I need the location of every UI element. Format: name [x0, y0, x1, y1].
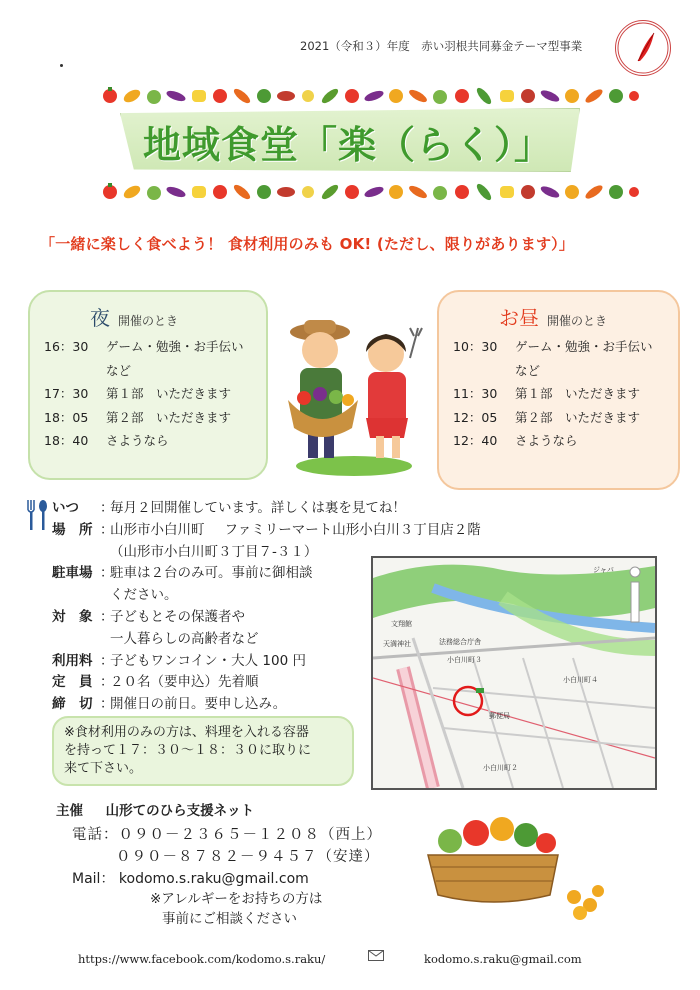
place-text: 山形市小白川町	[110, 521, 205, 538]
label-deadline: 締 切	[52, 696, 93, 713]
parking-text-2: ください。	[110, 587, 178, 604]
day-subheading: 開催のとき	[547, 314, 608, 328]
schedule-item: 12：40 さようなら	[453, 433, 578, 448]
label-when: いつ	[52, 500, 79, 516]
slogan: 「一緒に楽しく食べよう！ 食材利用のみも OK! (ただし、限りがあります）」	[40, 235, 575, 253]
schedule-item: 10：30 ゲーム・勉強・お手伝い	[453, 339, 653, 354]
phone-numbers	[72, 824, 382, 868]
label-parking: 駐車場	[52, 565, 93, 582]
svg-text:小白川町３: 小白川町３	[447, 656, 482, 664]
schedule-item: など	[515, 362, 541, 378]
when-text: 毎月２回開催しています。詳しくは裏を見てね！	[110, 500, 406, 516]
address: （山形市小白川町３丁目７-３１）	[110, 543, 318, 560]
night-heading: 夜	[90, 306, 110, 330]
schedule-item: 11：30 第１部 いただきます	[453, 386, 641, 401]
svg-text:法務総合庁舎: 法務総合庁舎	[439, 638, 481, 646]
map-graphic	[373, 558, 655, 788]
page-title: 地域食堂「楽（らく）」	[142, 123, 553, 167]
svg-text:小白川町４: 小白川町４	[563, 676, 598, 684]
svg-text:小白川町２: 小白川町２	[483, 764, 518, 772]
schedule-item: 17：30 第１部 いただきます	[44, 386, 232, 401]
phone-1: ０９０－２３６５－１２０８（西上）	[118, 827, 382, 843]
night-subheading: 開催のとき	[118, 314, 179, 328]
label-target: 対 象	[52, 608, 93, 625]
red-feather-seal-icon	[615, 20, 671, 76]
mail-label: Mail：	[72, 871, 115, 887]
stray-dot	[60, 64, 63, 67]
organizer-name: 山形てのひら支援ネット	[105, 803, 255, 819]
svg-text:天満神社: 天満神社	[383, 640, 411, 648]
facebook-link[interactable]: https://www.facebook.com/kodomo.s.raku/	[78, 952, 326, 966]
schedule-item: 18：40 さようなら	[44, 433, 169, 448]
envelope-icon	[368, 950, 384, 961]
schedule-item: 12：05 第２部 いただきます	[453, 409, 641, 425]
phone-2: ０９０－８７８２－９４５７（安達）	[116, 849, 380, 865]
vegetable-border-top	[100, 82, 640, 110]
vegetable-border-bottom	[100, 178, 640, 206]
parking-text: 駐車は２台のみ可。事前に御相談	[110, 565, 313, 582]
organizer	[56, 800, 254, 822]
label-fee: 利用料	[52, 652, 93, 669]
target-text: 子どもとその保護者や	[110, 608, 245, 625]
fork-spoon-icon	[22, 498, 52, 532]
footer-mail-link[interactable]: kodomo.s.raku@gmail.com	[424, 952, 582, 966]
target-text-2: 一人暮らしの高齢者など	[110, 630, 259, 647]
capacity-text: ２０名（要申込）先着順	[110, 674, 259, 691]
deadline-text: 開催日の前日。要申し込み。	[110, 696, 287, 713]
pickup-note: ※食材利用のみの方は、料理を入れる容器 を持って１７：３０～１８：３０に取りに 来て下さい。	[52, 716, 354, 786]
farmers-illustration	[282, 318, 430, 478]
svg-text:文翔館: 文翔館	[391, 620, 412, 628]
schedule-item: 18：05 第２部 いただきます	[44, 409, 232, 425]
day-heading: お昼	[499, 306, 539, 330]
mail-address[interactable]: kodomo.s.raku@gmail.com	[118, 871, 309, 887]
organizer-mail	[72, 868, 309, 888]
event-info: いつ ： 毎月２回開催しています。詳しくは裏を見てね！ 場 所 ： 山形市小白川町 ファミリーマート山形小白川３丁目店２階 （山形市小白川町３丁目７-３１） 駐車場 ： 駐車は２台のみ可。事前に御相談 ください。 対 象 ： 子どもとその保護者や 一人暮らしの高齢者など 利用料 ： 子どもワンコイン・大人 100 円 定 員 ： ２０名（要申込）先着順 締 切 ： 開催日の前日。要申し込み。	[52, 498, 481, 716]
schedule-item: など	[106, 362, 132, 378]
fee-text: 子どもワンコイン・大人 100 円	[110, 652, 306, 669]
organizer-label: 主催	[56, 803, 83, 819]
svg-text:ジャパ: ジャパ	[593, 566, 614, 574]
sponsor-line: 2021（令和３）年度 赤い羽根共同募金テーマ型事業	[300, 39, 583, 53]
phone-label: 電話：	[72, 827, 119, 843]
allergy-note: ※アレルギーをお持ちの方は 事前にご相談ください	[150, 891, 323, 927]
svg-text:郵便局: 郵便局	[489, 712, 510, 720]
location-map	[371, 556, 657, 790]
label-place: 場 所	[52, 521, 93, 538]
label-capacity: 定 員	[52, 674, 93, 691]
place-shop: ファミリーマート山形小白川３丁目店２階	[224, 521, 481, 538]
vegetable-basket-illustration	[418, 815, 608, 923]
day-schedule	[437, 290, 680, 490]
schedule-item: 16：30 ゲーム・勉強・お手伝い	[44, 339, 244, 354]
night-schedule	[28, 290, 268, 480]
